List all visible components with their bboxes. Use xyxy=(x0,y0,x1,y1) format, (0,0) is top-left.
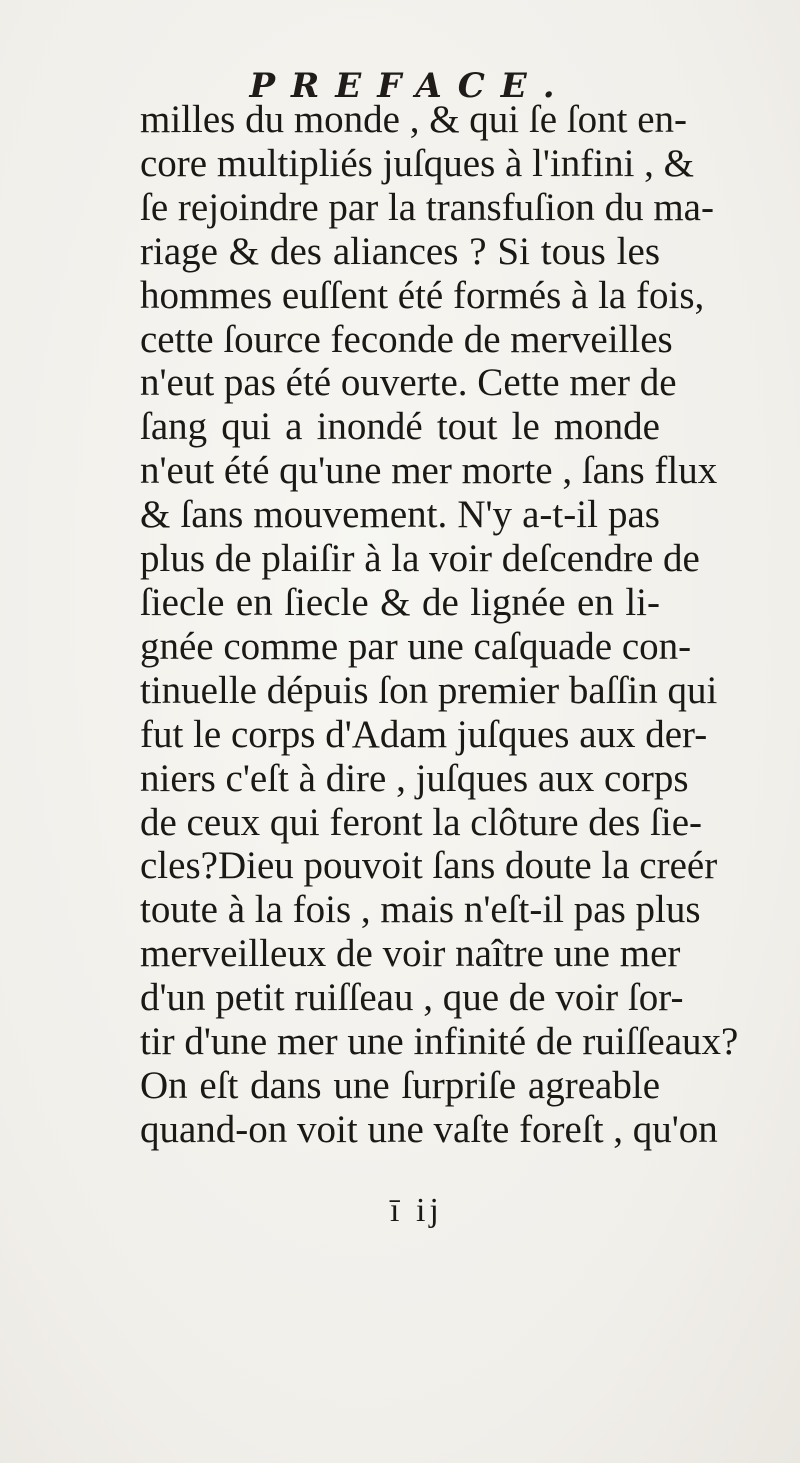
text-line-24: quand-on voit une vaſte foreſt , qu'on xyxy=(140,1107,718,1151)
text-line-14: tinuelle dépuis ſon premier baſſin qui xyxy=(140,668,718,712)
body-text xyxy=(140,98,739,1152)
text-line-13: gnée comme par une caſquade con- xyxy=(140,624,692,668)
signature-mark: ī ij xyxy=(390,1192,443,1229)
text-line-15: fut le corps d'Adam juſques aux der- xyxy=(140,712,708,756)
text-line-10: & ſans mouvement. N'y a-t-il pas xyxy=(140,493,660,537)
text-line-9: n'eut été qu'une mer morte , ſans flux xyxy=(140,449,718,493)
text-line-20: merveilleux de voir naître une mer xyxy=(140,932,681,976)
text-line-7: n'eut pas été ouverte. Cette mer de xyxy=(140,361,677,405)
text-line-19: toute à la fois , mais n'eſt-il pas plus xyxy=(140,888,701,932)
text-line-17: de ceux qui feront la clôture des ſie- xyxy=(140,800,703,844)
text-line-18: cles?Dieu pouvoit ſans doute la creér xyxy=(140,844,718,888)
text-line-5: hommes euſſent été formés à la fois, xyxy=(140,273,705,317)
text-line-12: ſiecle en ſiecle & de lignée en li- xyxy=(140,580,660,624)
running-head: PREFACE. xyxy=(249,66,571,106)
text-line-21: d'un petit ruiſſeau , que de voir ſor- xyxy=(140,976,684,1020)
text-line-8: ſang qui a inondé tout le monde xyxy=(140,405,660,449)
text-line-4: riage & des aliances ? Si tous les xyxy=(140,229,660,273)
text-line-22: tir d'une mer une infinité de ruiſſeaux? xyxy=(140,1020,739,1064)
text-line-11: plus de plaiſir à la voir deſcendre de xyxy=(140,537,700,581)
text-line-1: milles du monde , & qui ſe ſont en- xyxy=(140,98,688,141)
text-line-23: On eſt dans une ſurpriſe agreable xyxy=(140,1063,660,1107)
text-line-6: cette ſource feconde de merveilles xyxy=(140,317,673,361)
text-line-3: ſe rejoindre par la transfuſion du ma- xyxy=(140,185,714,229)
text-line-2: core multipliés juſques à l'infini , & xyxy=(140,141,695,185)
text-line-16: niers c'eſt à dire , juſques aux corps xyxy=(140,756,689,800)
